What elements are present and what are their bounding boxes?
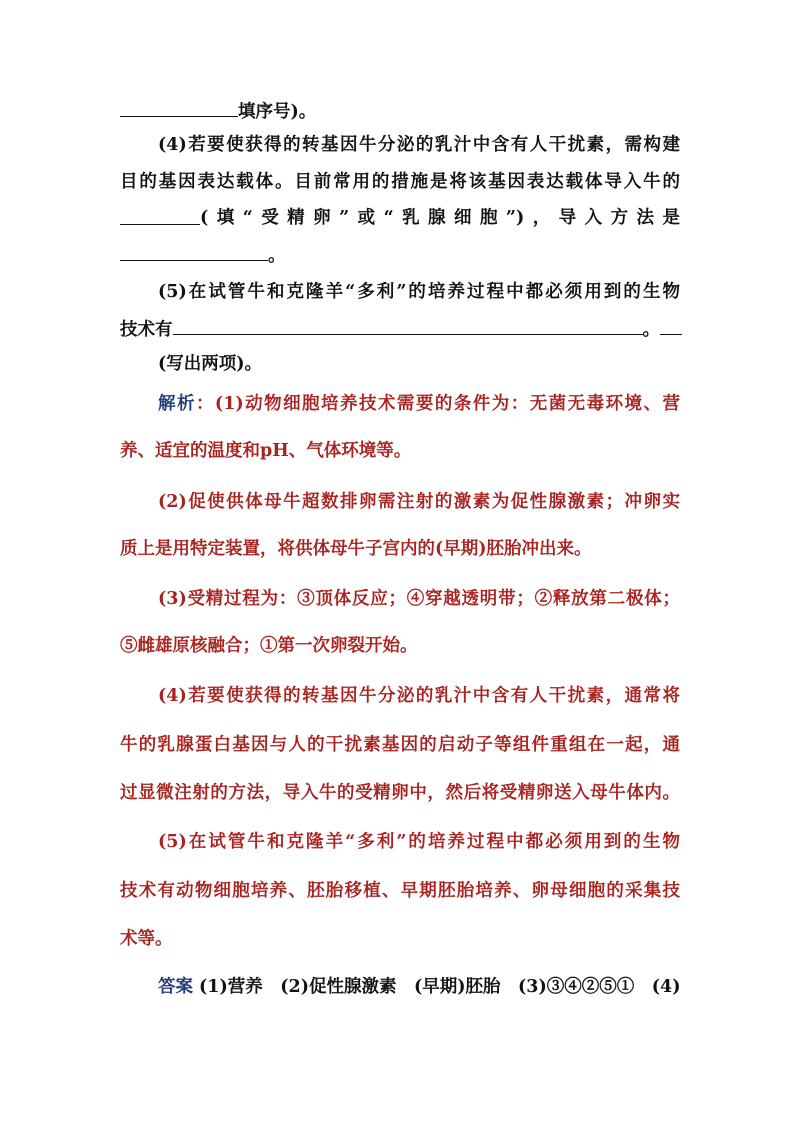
- analysis-3-line-1: (3)受精过程为：③顶体反应；④穿越透明带；②释放第二极体；: [158, 589, 680, 609]
- question-5-line-1: (5)在试管牛和克隆羊“多利”的培养过程中都必须用到的生物: [158, 282, 680, 302]
- question-4-line-3: (填“受精卵”或“乳腺细胞”)，导入方法是: [120, 206, 680, 230]
- analysis-5-line-1: (5)在试管牛和克隆羊“多利”的培养过程中都必须用到的生物: [158, 832, 680, 852]
- question-5-line-2: 技术有 。: [120, 316, 680, 342]
- answer-blank: [120, 206, 200, 225]
- analysis-2-line-1: (2)促使供体母牛超数排卵需注射的激素为促性腺激素；冲卵实: [158, 492, 680, 512]
- analysis-2-line-2: 质上是用特定装置，将供体母牛子宫内的(早期)胚胎冲出来。: [120, 539, 592, 559]
- answer-blank: [173, 316, 643, 335]
- answer-blank: [120, 98, 238, 117]
- question-4-line-4: 。: [120, 242, 680, 268]
- analysis-3-line-2: ⑤雌雄原核融合；①第一次卵裂开始。: [120, 636, 418, 656]
- answer-line: 答案 (1)营养 (2)促性腺激素 (早期)胚胎 (3)③④②⑤① (4): [158, 977, 681, 997]
- analysis-4-line-2: 牛的乳腺蛋白基因与人的干扰素基因的启动子等组件重组在一起，通: [120, 735, 680, 755]
- question-3-tail: 填序号)。: [120, 98, 680, 124]
- answer-label: 答案: [158, 977, 193, 997]
- analysis-4-line-3: 过显微注射的方法，导入牛的受精卵中，然后将受精卵送入母牛体内。: [120, 783, 680, 803]
- analysis-5-line-2: 技术有动物细胞培养、胚胎移植、早期胚胎培养、卵母细胞的采集技: [120, 881, 680, 901]
- analysis-label: 解析: [158, 394, 196, 414]
- analysis-1-line-2: 养、适宜的温度和pH、气体环境等。: [120, 441, 412, 461]
- analysis-1-line-1: 解析：(1)动物细胞培养技术需要的条件为：无菌无毒环境、营: [158, 394, 680, 414]
- analysis-4-line-1: (4)若要使获得的转基因牛分泌的乳汁中含有人干扰素，通常将: [158, 686, 680, 706]
- question-4-line-2: 目的基因表达载体。目前常用的措施是将该基因表达载体导入牛的: [120, 172, 680, 192]
- analysis-5-line-3: 术等。: [120, 929, 173, 949]
- question-4-line-1: (4)若要使获得的转基因牛分泌的乳汁中含有人干扰素，需构建: [158, 135, 680, 155]
- question-5-line-3: (写出两项)。: [158, 354, 263, 374]
- answer-blank: [120, 242, 268, 261]
